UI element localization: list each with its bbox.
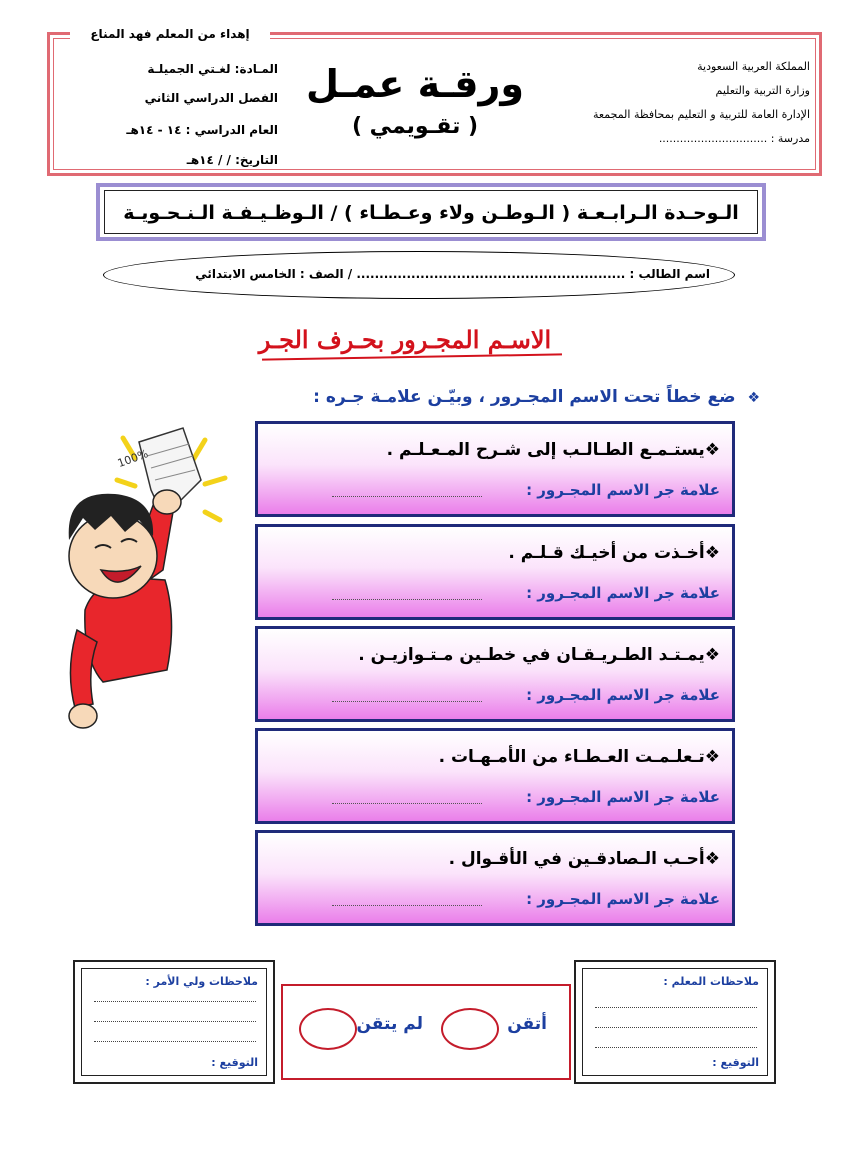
instruction [220, 384, 760, 411]
page-subtitle: ( تقـويمي ) [351, 114, 479, 139]
answer-label: علامة جر الاسم المجـرور : [526, 584, 720, 602]
answer-label: علامة جر الاسم المجـرور : [526, 481, 720, 499]
answer-blank[interactable] [332, 803, 482, 804]
lower-arm [70, 630, 97, 708]
answer-label: علامة جر الاسم المجـرور : [526, 788, 720, 806]
question-sentence[interactable]: ❖يستـمـع الطـالـب إلى شـرح المـعـلـم . [386, 440, 720, 460]
diamond-bullet-icon: ❖ [747, 390, 760, 406]
not-mastered-circle[interactable] [299, 1008, 357, 1050]
question-sentence[interactable]: ❖أخـذت من أخيـك قـلـم . [508, 543, 720, 563]
paper-text: 100% [115, 447, 150, 471]
question-box-2 [255, 524, 735, 620]
note-line[interactable] [94, 1001, 256, 1002]
note-line[interactable] [94, 1021, 256, 1022]
school-info [540, 55, 810, 151]
note-line[interactable] [94, 1041, 256, 1042]
question-sentence[interactable]: ❖تـعلـمـت العـطـاء من الأمـهـات . [438, 747, 720, 767]
question-box-1 [255, 421, 735, 517]
question-box-3 [255, 626, 735, 722]
semester-text: الفصل الدراسي الثاني [144, 91, 278, 105]
question-box-5 [255, 830, 735, 926]
teacher-notes-box [574, 960, 776, 1084]
lower-hand [69, 704, 97, 728]
parent-notes-title: ملاحظات ولي الأمر : [145, 975, 258, 988]
answer-label: علامة جر الاسم المجـرور : [526, 686, 720, 704]
question-box-4 [255, 728, 735, 824]
answer-blank[interactable] [332, 905, 482, 906]
note-line[interactable] [595, 1027, 757, 1028]
subject-text: المـادة: لغـتي الجميلـة [147, 62, 278, 76]
year-text: العام الدراسي : ١٤ - ١٤هـ [126, 123, 278, 137]
answer-blank[interactable] [332, 599, 482, 600]
date-text: التاريخ: / / ١٤هـ [186, 153, 278, 167]
hand [153, 490, 181, 514]
parent-notes-box [73, 960, 275, 1084]
mastery-box [281, 984, 571, 1080]
instruction-text: ضع خطاً تحت الاسم المجـرور ، وبيّـن علامـة جـره : [313, 387, 736, 407]
question-sentence[interactable]: ❖يمـتـد الطـريـقـان في خطـين مـتـوازيـن . [358, 645, 720, 665]
mastered-circle[interactable] [441, 1008, 499, 1050]
ministry-text: وزارة التربية والتعليم [715, 84, 810, 97]
teacher-notes-title: ملاحظات المعلم : [663, 975, 759, 988]
not-mastered-label: لم يتقن [356, 1014, 423, 1034]
head [69, 514, 157, 598]
course-info [68, 58, 278, 176]
kingdom-text: المملكة العربية السعودية [697, 60, 810, 73]
page-title: ورقـة عمـل [306, 62, 524, 106]
administration-text: الإدارة العامة للتربية و التعليم بمحافظة المجمعة [593, 108, 810, 121]
note-line[interactable] [595, 1047, 757, 1048]
cheering-boy-illustration [55, 420, 270, 735]
answer-blank[interactable] [332, 496, 482, 497]
note-line[interactable] [595, 1007, 757, 1008]
student-info-line[interactable]: اسم الطالب : ........................................................... / الصف : الخامس الابتدائي [195, 267, 710, 281]
parent-signature-label: التوقيع : [211, 1056, 258, 1069]
dedication-text: إهداء من المعلم فهد المناع [70, 24, 270, 44]
lesson-title: الاسـم المجـرور بحـرف الجـر [258, 325, 552, 354]
answer-blank[interactable] [332, 701, 482, 702]
school-field: مدرسة : ............................... [658, 132, 810, 145]
answer-label: علامة جر الاسم المجـرور : [526, 890, 720, 908]
mastered-label: أتقن [507, 1014, 547, 1034]
unit-banner: الـوحـدة الـرابـعـة ( الـوطـن ولاء وعـطـاء ) / الـوظـيـفـة الـنـحـويـة [104, 190, 758, 234]
teacher-signature-label: التوقيع : [712, 1056, 759, 1069]
question-sentence[interactable]: ❖أحـب الـصادقـين في الأقـوال . [448, 849, 720, 869]
